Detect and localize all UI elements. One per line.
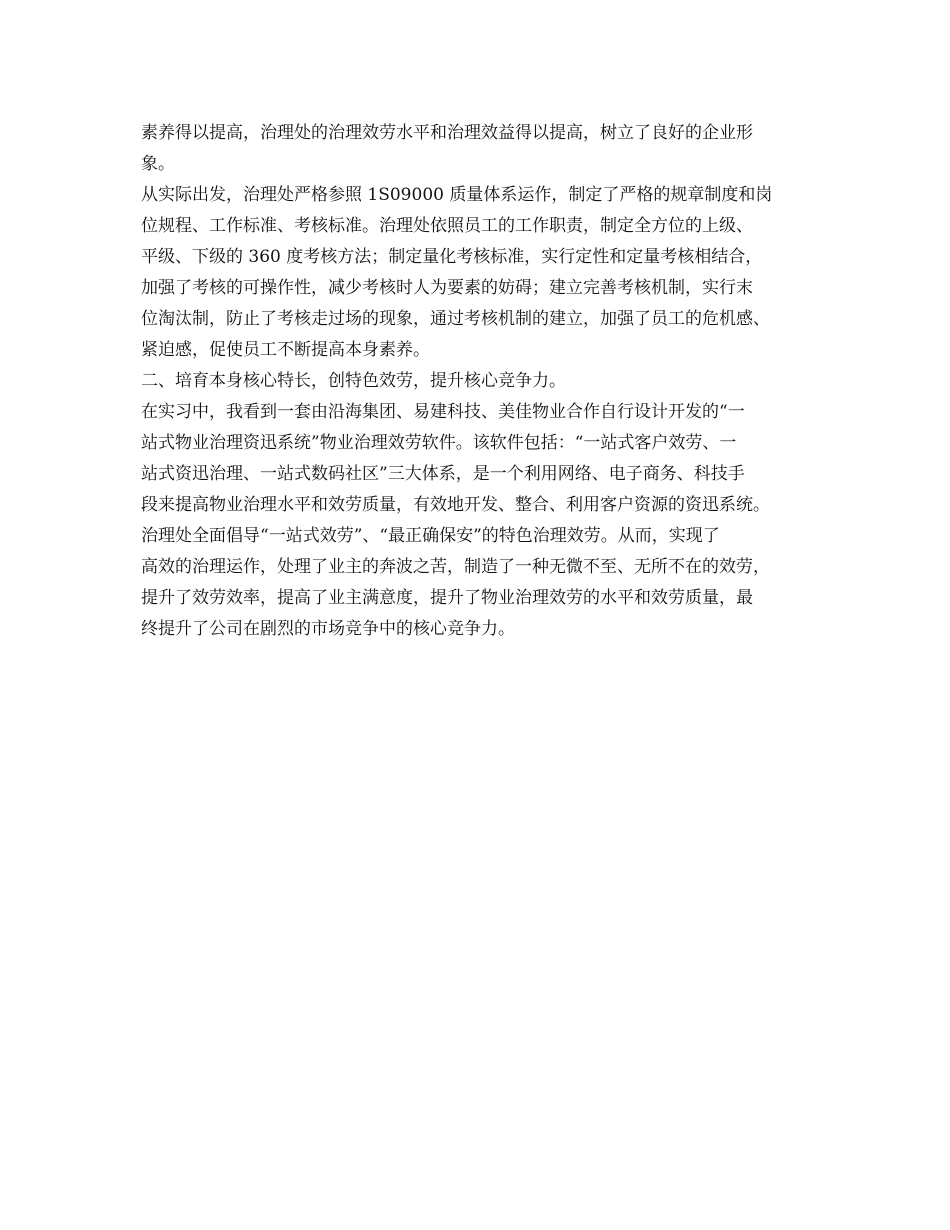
text-line: 提升了效劳效率，提高了业主满意度，提升了物业治理效劳的水平和效劳质量，最 [141,588,753,608]
text-line: 加强了考核的可操作性，减少考核时人为要素的妨碍；建立完善考核机制，实行末 [141,278,753,298]
text-line: 治理处全面倡导“一站式效劳”、“最正确保安”的特色治理效劳。从而，实现了 [141,526,720,546]
section-heading: 二、培育本身核心特长，创特色效劳，提升核心竞争力。 [141,371,566,391]
text-line: 位淘汰制，防止了考核走过场的现象，通过考核机制的建立，加强了员工的危机感、 [141,309,770,329]
text-line: 从实际出发，治理处严格参照 1S09000 质量体系运作，制定了严格的规章制度和岗 [141,185,773,205]
text-line: 象。 [141,154,175,174]
text-line: 在实习中，我看到一套由沿海集团、易建科技、美佳物业合作自行设计开发的“一 [141,402,745,422]
text-line: 位规程、工作标准、考核标准。治理处依照员工的工作职责，制定全方位的上级、 [141,216,753,236]
text-line: 站式资迅治理、一站式数码社区”三大体系，是一个利用网络、电子商务、科技手 [141,464,745,484]
text-line: 素养得以提高，治理处的治理效劳水平和治理效益得以提高，树立了良好的企业形 [141,123,753,143]
text-line: 终提升了公司在剧烈的市场竞争中的核心竞争力。 [141,619,515,639]
text-line: 段来提高物业治理水平和效劳质量，有效地开发、整合、利用客户资源的资迅系统。 [141,495,770,515]
text-line: 站式物业治理资迅系统”物业治理效劳软件。该软件包括：“一站式客户效劳、一 [141,433,737,453]
text-line: 高效的治理运作，处理了业主的奔波之苦，制造了一种无微不至、无所不在的效劳， [141,557,770,577]
document-body [141,118,841,645]
text-line: 紧迫感，促使员工不断提高本身素养。 [141,340,430,360]
text-line: 平级、下级的 360 度考核方法；制定量化考核标准，实行定性和定量考核相结合， [141,247,763,267]
